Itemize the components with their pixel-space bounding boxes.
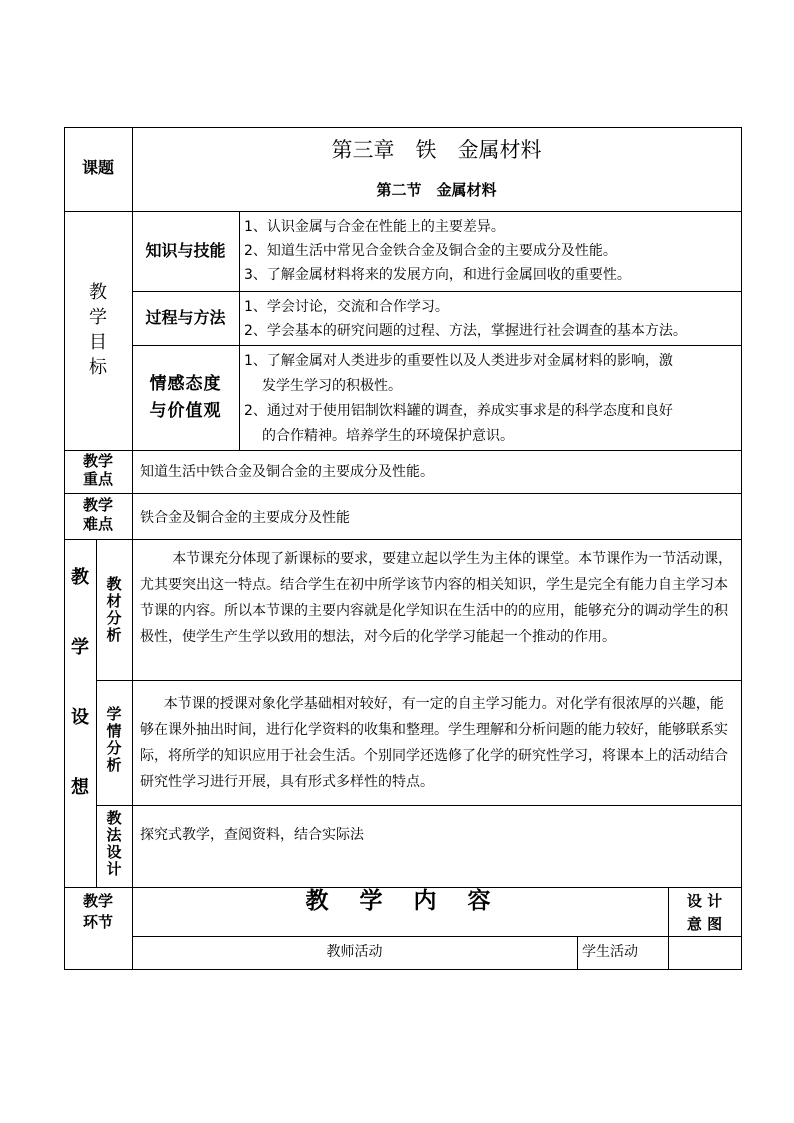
design-group-label: 教 学 设 想 [71, 567, 89, 798]
row-divider [132, 345, 742, 346]
material-analysis-text: 本节课充分体现了新课标的要求，要建立起以学生为主体的课堂。本节课作为一节活动课，尤其要突出这一特点。结合学生在初中所学该节内容的相关知识，学生是完全有能力自主学习本节课的内容。所以本节课的主要内容就是化学知识在生活中的的应用，能够充分的调动学生的积极性，使学生产生学以致用的想法，对今后的化学学习能起一个推动的作用。 [140, 551, 733, 645]
attitude-values-content [244, 349, 739, 449]
design-intent-label: 设 计 意 图 [686, 892, 723, 933]
row-divider [64, 493, 742, 494]
topic-label: 课题 [81, 158, 114, 177]
row-divider [96, 805, 742, 806]
teaching-stage-label: 教学 环节 [82, 892, 113, 931]
student-analysis-text: 本节课的授课对象化学基础相对较好，有一定的自主学习能力。对化学有很浓厚的兴趣，能够在课外抽出时间，进行化学资料的收集和整理。学生理解和分析问题的能力较好，能够联系实际，将所学的知识应用于社会生活。个别同学还选修了化学的研究性学习，将课本上的活动结合研究性学习进行开展，具有形式多样性的特点。 [140, 696, 728, 790]
teacher-activity-header: 教师活动 [326, 944, 383, 960]
row-divider [64, 450, 742, 451]
table-border-left [64, 127, 65, 970]
method-design-text: 探究式教学，查阅资料，结合实际法 [140, 827, 364, 843]
objective-line: 2、学会基本的研究问题的过程、方法，掌握进行社会调查的基本方法。 [244, 323, 687, 339]
difficulties-label: 教学 难点 [82, 496, 113, 533]
objective-line: 1、了解金属对人类进步的重要性以及人类进步对金属材料的影响，激 [244, 353, 673, 369]
material-analysis-label: 教 材 分 析 [106, 575, 122, 644]
objective-line: 3、了解金属材料将来的发展方向，和进行金属回收的重要性。 [244, 267, 631, 283]
table-border-right [741, 127, 742, 970]
attitude-values-label: 情感态度 与价值观 [149, 374, 222, 421]
row-divider [64, 211, 742, 212]
key-points-text: 知道生活中铁合金及铜合金的主要成分及性能。 [140, 464, 434, 480]
row-divider [132, 291, 742, 292]
process-methods-content [244, 295, 739, 343]
objective-line: 发学生学习的积极性。 [262, 378, 402, 394]
row-divider [96, 680, 742, 681]
table-border-top [64, 127, 742, 128]
knowledge-skills-content [244, 215, 739, 287]
table-border-bottom [64, 969, 742, 970]
knowledge-skills-label: 知识与技能 [145, 241, 226, 260]
objective-line: 的合作精神。培养学生的环境保护意识。 [262, 428, 514, 444]
teaching-content-title: 教 学 内 容 [305, 887, 495, 914]
key-points-label: 教学 重点 [82, 452, 113, 488]
column-divider [239, 211, 240, 450]
row-divider [132, 936, 742, 937]
method-design-label: 教 法 设 计 [106, 809, 122, 878]
objective-line: 2、通过对于使用铝制饮料罐的调查，养成实事求是的科学态度和良好 [244, 403, 673, 419]
row-divider [64, 539, 742, 540]
student-activity-header: 学生活动 [582, 944, 638, 960]
objectives-group-label: 教 学 目 标 [89, 282, 107, 378]
process-methods-label: 过程与方法 [145, 308, 226, 327]
difficulties-text: 铁合金及铜合金的主要成分及性能 [140, 510, 350, 526]
objective-line: 1、学会讨论，交流和合作学习。 [244, 299, 449, 315]
section-title: 第二节 金属材料 [376, 181, 497, 199]
objective-line: 2、知道生活中常见合金铁合金及铜合金的主要成分及性能。 [244, 243, 617, 259]
chapter-title: 第三章 铁 金属材料 [331, 138, 542, 162]
column-divider [577, 936, 578, 969]
column-divider [132, 539, 133, 887]
student-analysis-label: 学 情 分 析 [106, 705, 122, 774]
objective-line: 1、认识金属与合金在性能上的主要差异。 [244, 219, 505, 235]
